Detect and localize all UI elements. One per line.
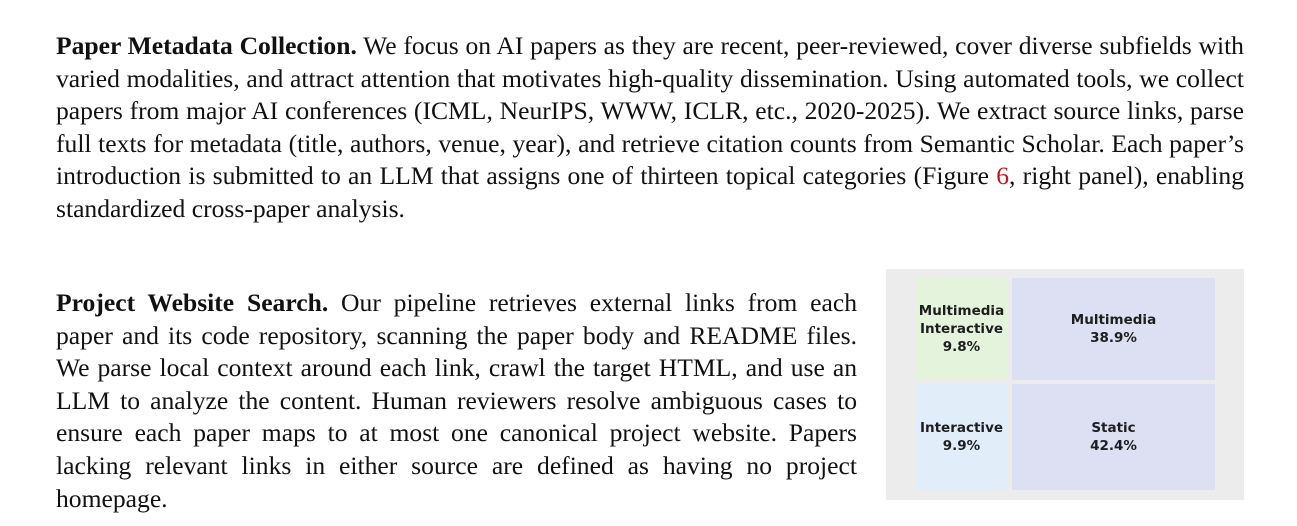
cell-value: 42.4% [1090,438,1137,454]
treemap-cell-static [1012,384,1215,490]
paragraph-heading: Paper Metadata Collection. [56,31,357,60]
paragraph-project-website-search [56,287,857,515]
cell-label: Multimedia [918,303,1005,319]
cell-value: 38.9% [1090,330,1137,346]
cell-label: Interactive [919,420,1004,436]
figure-reference-link[interactable]: 6 [996,161,1010,191]
treemap-figure [886,269,1244,500]
cell-value: 9.9% [942,438,981,454]
treemap-cell-multimedia [1012,278,1215,380]
paragraph-text: Our pipeline retrieves external links from each paper and its code repository, scanning the paper body and README files. We parse local context around each link, crawl the target HTML, and use an LLM to analyze the content. Human reviewers resolve ambiguous cases to ensure each paper maps to at most one canonical project website. Papers lacking relevant links in either source are defined as having no project homepage. [56,288,858,513]
paragraph-heading: Project Website Search. [56,288,329,317]
cell-label-line2: Interactive [919,321,1004,337]
paragraph-text: We focus on AI papers as they are recent, peer-reviewed, cover diverse subfields with varied modalities, and attract attention that motivates high-quality dissemination. Using automated tools, we collect papers from major AI conferences (ICML, NeurIPS, WWW, ICLR, etc., 2020-2025). We extract source links, parse full texts for metadata (title, authors, venue, year), and retrieve citation counts from Semantic Scholar. Each paper’s introduction is submitted to an LLM that assigns one of thirteen topical categories (Figure [56,31,1244,191]
cell-value: 9.8% [942,339,981,355]
paragraph-metadata-collection [56,30,1244,226]
treemap-cell-interactive [915,384,1008,490]
paragraph-text-continued: , right panel), enabling standardized cross-paper analysis. [56,161,1244,223]
treemap-cell-multimedia-interactive [915,278,1008,380]
cell-label: Multimedia [1070,312,1157,328]
cell-label: Static [1091,420,1136,436]
